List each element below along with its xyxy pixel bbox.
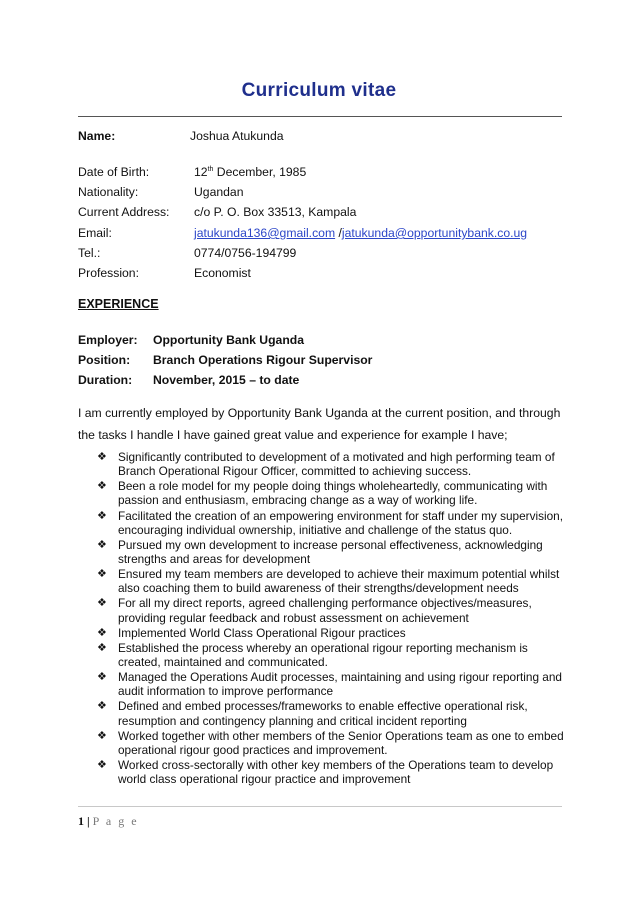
list-item — [78, 729, 568, 757]
diamond-bullet-icon: ❖ — [97, 568, 107, 581]
list-item — [78, 538, 568, 566]
tel-value: 0774/0756-194799 — [194, 246, 297, 260]
name-label: Name: — [78, 129, 116, 143]
title-divider — [78, 116, 562, 117]
dob-day: 12 — [194, 165, 208, 179]
list-item — [78, 509, 568, 537]
bullet-text: Ensured my team members are developed to achieve their maximum potential whilst also coaching them to build awareness of their strengths/development needs — [118, 567, 560, 596]
diamond-bullet-icon: ❖ — [97, 480, 107, 493]
document-title: Curriculum vitae — [241, 80, 397, 101]
address-value: c/o P. O. Box 33513, Kampala — [194, 205, 357, 219]
diamond-bullet-icon: ❖ — [97, 597, 107, 610]
diamond-bullet-icon: ❖ — [97, 759, 107, 771]
email-separator: / — [335, 226, 342, 240]
email-values — [194, 226, 527, 241]
diamond-bullet-icon: ❖ — [97, 729, 107, 742]
list-item — [78, 450, 568, 478]
tel-label: Tel.: — [78, 246, 101, 260]
email-link-work[interactable]: jatukunda@opportunitybank.co.ug — [341, 226, 528, 240]
diamond-bullet-icon: ❖ — [97, 700, 107, 713]
page-number: 1 — [78, 814, 84, 828]
email-link-primary[interactable]: jatukunda136@gmail.com — [194, 226, 336, 240]
list-item — [78, 758, 568, 786]
bullet-text: Defined and embed processes/frameworks to enable effective operational risk, resumption and contingency planning and critical incident reporting — [118, 699, 528, 728]
nationality-value: Ugandan — [194, 185, 244, 199]
profession-label: Profession: — [78, 266, 139, 280]
list-item — [78, 641, 568, 669]
list-item — [78, 567, 568, 595]
dob-rest: December, 1985 — [213, 165, 307, 179]
employer-label: Employer: — [78, 333, 138, 347]
list-item — [78, 699, 568, 727]
bullet-text: Implemented World Class Operational Rigour practices — [118, 625, 406, 640]
bullet-text: Worked cross-sectorally with other key members of the Operations team to develop world class operational rigour practice and improvement — [118, 758, 554, 787]
bullet-text: Worked together with other members of the Senior Operations team as one to embed operational rigour good practices and improvement. — [118, 728, 564, 757]
footer-separator: | — [84, 814, 93, 828]
diamond-bullet-icon: ❖ — [97, 641, 107, 654]
experience-heading: EXPERIENCE — [78, 297, 159, 311]
bullet-text: Managed the Operations Audit processes, maintaining and using rigour reporting and audit information to improve performance — [118, 670, 562, 699]
list-item — [78, 479, 568, 507]
email-label: Email: — [78, 226, 112, 240]
diamond-bullet-icon: ❖ — [97, 671, 107, 684]
dob-value — [194, 165, 306, 180]
duration-label: Duration: — [78, 373, 133, 387]
list-item — [78, 596, 568, 624]
experience-bullet-list — [78, 450, 568, 787]
dob-suffix: th — [207, 165, 214, 173]
bullet-text: Established the process whereby an operational rigour reporting mechanism is created, maintained and communicated. — [118, 640, 528, 669]
duration-value: November, 2015 – to date — [153, 373, 300, 387]
bullet-text: Pursued my own development to increase personal effectiveness, acknowledging strengths and areas for development — [118, 537, 543, 566]
bullet-text: Been a role model for my people doing things wholeheartedly, communicating with passion and enthusiasm, embracing change as a way of working life. — [118, 479, 548, 508]
position-label: Position: — [78, 353, 131, 367]
page-footer — [78, 814, 139, 829]
profession-value: Economist — [194, 266, 251, 280]
bullet-text: Facilitated the creation of an empowering environment for staff under my supervision, encouraging individual ownership, initiative and challenge of the status quo. — [118, 508, 564, 537]
bullet-text: Significantly contributed to development of a motivated and high performing team of Branch Operational Rigour Officer, committed to achieving success. — [118, 450, 555, 479]
footer-divider — [78, 806, 562, 807]
diamond-bullet-icon: ❖ — [97, 538, 107, 551]
position-value: Branch Operations Rigour Supervisor — [153, 353, 373, 367]
diamond-bullet-icon: ❖ — [97, 509, 107, 522]
nationality-label: Nationality: — [78, 185, 139, 199]
diamond-bullet-icon: ❖ — [97, 451, 107, 463]
bullet-text: For all my direct reports, agreed challenging performance objectives/measures, providing regular feedback and robust assessment on achievement — [118, 596, 532, 625]
address-label: Current Address: — [78, 205, 170, 219]
employer-value: Opportunity Bank Uganda — [153, 333, 304, 347]
experience-intro: I am currently employed by Opportunity Bank Uganda at the current position, and through the tasks I handle I have gained great value and experience for example I have; — [78, 406, 561, 442]
list-item — [78, 626, 568, 640]
list-item — [78, 670, 568, 698]
name-value: Joshua Atukunda — [190, 129, 284, 143]
diamond-bullet-icon: ❖ — [97, 626, 107, 639]
page-word: P a g e — [92, 814, 139, 828]
dob-label: Date of Birth: — [78, 165, 150, 179]
